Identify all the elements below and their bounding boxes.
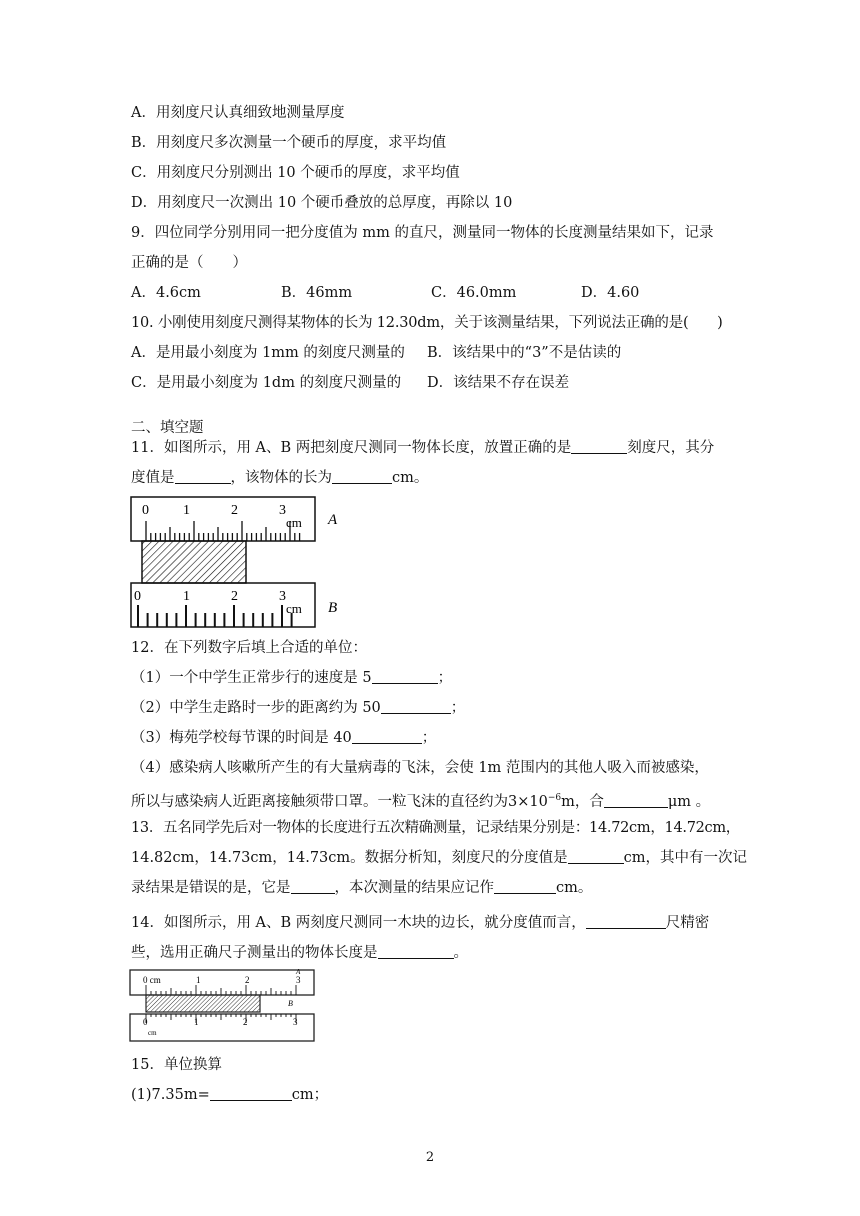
ruler-a-label-3: 3 <box>296 975 301 985</box>
q10-option-d: D．该结果不存在误差 <box>427 375 570 391</box>
q9-option-b: B．46mm <box>281 285 353 301</box>
ruler-b-label-2: 2 <box>243 1017 248 1027</box>
q11-line2 <box>131 468 428 488</box>
q14-blank-ruler <box>586 914 666 929</box>
q14-blank-length <box>378 944 454 959</box>
q14-text: 尺精密 <box>665 915 710 931</box>
ruler-a-label-3: 3 <box>279 503 286 518</box>
q14-text: 14．如图所示，用 A、B 两刻度尺测同一木块的边长，就分度值而言， <box>131 915 586 931</box>
q13-text: 录结果是错误的是，它是 <box>131 880 291 896</box>
q13-text: ，本次测量的结果应记作 <box>334 880 494 896</box>
q10-option-a: A．是用最小刻度为 1mm 的刻度尺测量的 <box>131 345 405 361</box>
q15-text: (1)7.35m= <box>131 1087 210 1103</box>
ruler-a-tag: A <box>328 512 338 528</box>
page-number: 2 <box>425 1150 435 1165</box>
q12-item1 <box>131 668 452 688</box>
q9-options <box>131 283 639 303</box>
q13-text: cm。 <box>556 880 593 896</box>
q12-item2 <box>131 698 465 718</box>
ruler-b-unit: cm <box>286 601 302 616</box>
q12-blank-1 <box>372 669 438 684</box>
ruler-a-label-2: 2 <box>245 975 250 985</box>
q14-line1 <box>131 913 709 933</box>
q8-option-d: D．用刻度尺一次测出 10 个硬币叠放的总厚度，再除以 10 <box>131 195 513 211</box>
q10-option-c: C．是用最小刻度为 1dm 的刻度尺测量的 <box>131 375 402 391</box>
ruler-b-label-0: 0 <box>143 1017 148 1027</box>
measured-block <box>146 995 260 1012</box>
q11-text: 11．如图所示，用 A、B 两把刻度尺测同一物体长度，放置正确的是 <box>131 440 572 456</box>
ruler-b-ticks <box>138 605 292 627</box>
q14-text: 。 <box>453 945 468 961</box>
ruler-a-label-0: 0 <box>142 503 149 518</box>
q13-line1: 13．五名同学先后对一物体的长度进行五次精确测量，记录结果分别是：14.72cm，14.72cm， <box>131 820 741 836</box>
q8-option-c: C．用刻度尺分别测出 10 个硬币的厚度，求平均值 <box>131 165 460 181</box>
ruler-b-label-2: 2 <box>231 589 238 604</box>
ruler-b-label-0: 0 <box>134 589 141 604</box>
q12-value: 3×10 <box>508 793 548 810</box>
q12-semicolon: ； <box>450 700 466 716</box>
q9-option-a: A．4.6cm <box>131 285 201 301</box>
q12-blank-4 <box>604 793 668 808</box>
q9-option-c: C．46.0mm <box>431 285 517 301</box>
q14-ruler-figure <box>128 966 318 1046</box>
q11-text: 度值是 <box>131 470 175 486</box>
q13-text: 14.82cm，14.73cm，14.73cm。数据分析知，刻度尺的分度值是 <box>131 850 568 866</box>
q11-text: ，该物体的长为 <box>230 470 332 486</box>
ruler-a-label-2: 2 <box>231 503 238 518</box>
ruler-a-label-1: 1 <box>183 503 190 518</box>
ruler-a-label-1: 1 <box>196 975 201 985</box>
q13-text: cm，其中有一次记 <box>623 850 748 866</box>
ruler-b-label-1: 1 <box>183 589 190 604</box>
q11-text: 刻度尺，其分 <box>627 440 715 456</box>
q12-item4-line2 <box>131 788 710 812</box>
q8-option-a: A．用刻度尺认真细致地测量厚度 <box>131 105 345 121</box>
ruler-b-ticks <box>146 1014 296 1023</box>
q11-text: cm。 <box>392 470 429 486</box>
q13-line2 <box>131 848 747 868</box>
q12-item3-text: （3）梅苑学校每节课的时间是 40 <box>131 730 352 746</box>
ruler-b-unit: cm <box>148 1029 157 1037</box>
ruler-b-label-3: 3 <box>293 1017 298 1027</box>
q9-stem-line1: 9．四位同学分别用同一把分度值为 mm 的直尺，测量同一物体的长度测量结果如下，记录 <box>131 225 714 241</box>
q12-tail: μm 。 <box>667 793 711 810</box>
q12-title: 12．在下列数字后填上合适的单位： <box>131 640 367 656</box>
q11-blank-length <box>332 469 392 484</box>
q10-stem: 10. 小刚使用刻度尺测得某物体的长为 12.30dm，关于该测量结果，下列说法正确的是( ) <box>131 315 723 331</box>
q11-ruler-figure <box>128 494 358 630</box>
q13-line3 <box>131 878 592 898</box>
ruler-b-body <box>130 1014 314 1041</box>
q12-item3 <box>131 728 436 748</box>
q10-options-row1 <box>131 343 621 363</box>
ruler-b-label-1: 1 <box>194 1017 199 1027</box>
q12-blank-3 <box>352 729 422 744</box>
q12-semicolon: ； <box>437 670 453 686</box>
section-heading: 二、填空题 <box>131 420 204 436</box>
q12-item4-line1: （4）感染病人咳嗽所产生的有大量病毒的飞沫，会使 1m 范围内的其他人吸入而被感染， <box>131 760 709 776</box>
q11-line1 <box>131 438 714 458</box>
q13-blank-division <box>568 849 624 864</box>
q12-blank-2 <box>381 699 451 714</box>
q14-line2 <box>131 943 468 963</box>
q15-title: 15．单位换算 <box>131 1057 222 1073</box>
q12-item1-text: （1）一个中学生正常步行的速度是 5 <box>131 670 372 686</box>
q10-options-row2 <box>131 373 569 393</box>
ruler-a-ticks <box>146 521 300 541</box>
q12-exponent: −6 <box>547 793 562 803</box>
q15-item1 <box>131 1085 328 1105</box>
ruler-a-ticks <box>146 985 296 995</box>
q11-blank-division <box>175 469 231 484</box>
ruler-a-label-0: 0 cm <box>143 975 161 985</box>
q15-blank-1 <box>210 1086 292 1101</box>
q8-option-b: B．用刻度尺多次测量一个硬币的厚度，求平均值 <box>131 135 447 151</box>
q12-unit: m，合 <box>561 793 604 810</box>
q12-item2-text: （2）中学生走路时一步的距离约为 50 <box>131 700 381 716</box>
ruler-a-unit: cm <box>286 515 302 530</box>
ruler-a-tag: A <box>296 968 301 976</box>
measured-object <box>142 541 246 583</box>
ruler-b-tag: B <box>328 600 338 616</box>
ruler-b-label-3: 3 <box>279 589 286 604</box>
q12-semicolon: ； <box>421 730 437 746</box>
q10-option-b: B．该结果中的“3”不是估读的 <box>427 345 622 361</box>
ruler-b-tag: B <box>288 999 293 1008</box>
q13-blank-error <box>291 879 335 894</box>
q12-item4-text: 所以与感染病人近距离接触须带口罩。一粒飞沫的直径约为 <box>131 793 508 810</box>
q14-text: 些，选用正确尺子测量出的物体长度是 <box>131 945 378 961</box>
q9-stem-line2: 正确的是（ ） <box>131 255 247 271</box>
q15-text: cm； <box>291 1087 329 1103</box>
q9-option-d: D．4.60 <box>581 285 640 301</box>
q11-blank-ruler <box>571 439 627 454</box>
q13-blank-result <box>494 879 556 894</box>
